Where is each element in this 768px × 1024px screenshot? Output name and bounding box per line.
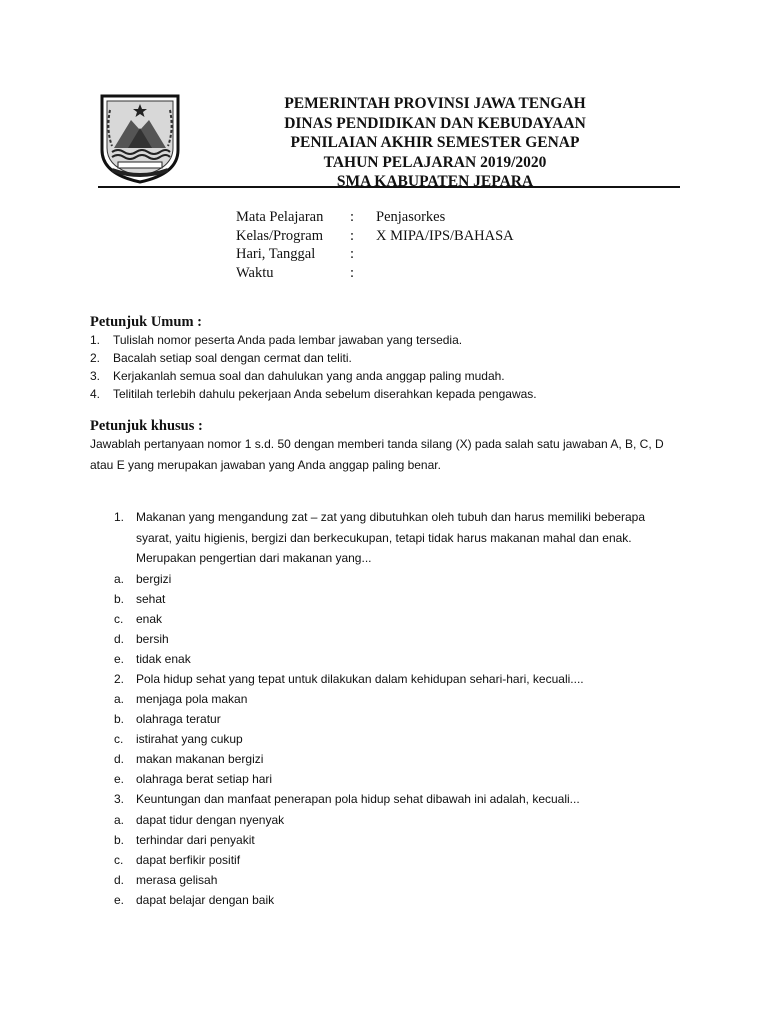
meta-colon: :	[350, 227, 355, 244]
question-number: 2.	[114, 671, 125, 686]
answer-option	[114, 629, 694, 649]
header-line-government: PEMERINTAH PROVINSI JAWA TENGAH	[284, 95, 586, 112]
province-emblem-logo	[98, 90, 182, 186]
general-instructions-list	[90, 331, 537, 403]
option-text: olahraga berat setiap hari	[136, 772, 273, 786]
option-text: enak	[136, 611, 163, 626]
header-line-school: SMA KABUPATEN JEPARA	[336, 173, 534, 190]
meta-row-class	[236, 227, 514, 246]
answer-option	[114, 569, 694, 589]
document-header	[200, 94, 670, 192]
item-text: Kerjakanlah semua soal dan dahulukan yang anda anggap paling mudah.	[113, 369, 505, 383]
item-number: 4.	[90, 387, 101, 401]
meta-colon: :	[350, 209, 355, 225]
answer-option	[114, 890, 694, 910]
question-number: 1.	[114, 510, 125, 524]
list-item	[90, 385, 537, 403]
header-divider	[98, 186, 680, 188]
answer-option	[114, 729, 694, 749]
option-text: dapat tidur dengan nyenyak	[136, 812, 285, 827]
question-3	[114, 789, 694, 910]
option-text: dapat belajar dengan baik	[136, 892, 275, 907]
option-letter: e.	[114, 651, 125, 666]
option-letter: b.	[114, 591, 125, 606]
question-text: Keuntungan dan manfaat penerapan pola hidup sehat dibawah ini adalah, kecuali...	[136, 792, 580, 806]
option-text: dapat berfikir positif	[136, 852, 241, 867]
answer-option	[114, 649, 694, 669]
option-letter: a.	[114, 692, 125, 706]
option-letter: b.	[114, 832, 125, 847]
question-number: 3.	[114, 792, 125, 806]
answer-option	[114, 830, 694, 850]
option-text: merasa gelisah	[136, 872, 218, 887]
item-text: Bacalah setiap soal dengan cermat dan teliti.	[113, 351, 352, 365]
option-letter: e.	[114, 892, 125, 907]
meta-colon: :	[350, 246, 355, 262]
answer-option	[114, 749, 694, 769]
answer-option	[114, 589, 694, 609]
answer-option	[114, 870, 694, 890]
option-letter: b.	[114, 712, 125, 726]
meta-label: Mata Pelajaran	[236, 209, 324, 225]
answer-option	[114, 689, 694, 709]
header-line-exam: PENILAIAN AKHIR SEMESTER GENAP	[290, 134, 580, 151]
answer-option	[114, 850, 694, 870]
header-line-year: TAHUN PELAJARAN 2019/2020	[323, 153, 547, 171]
option-text: makan makanan bergizi	[136, 752, 264, 766]
general-instructions-title: Petunjuk Umum :	[90, 314, 202, 330]
answer-option	[114, 769, 694, 789]
meta-row-date	[236, 245, 514, 264]
option-letter: c.	[114, 732, 124, 746]
meta-row-subject	[236, 208, 514, 227]
special-instructions-title: Petunjuk khusus :	[90, 418, 203, 434]
option-text: bergizi	[136, 571, 172, 586]
meta-value: X MIPA/IPS/BAHASA	[376, 227, 514, 244]
question-text: Makanan yang mengandung zat – zat yang dibutuhkan oleh tubuh dan harus memiliki beberapa syarat, yaitu higienis, bergizi dan berkecukupan, tetapi tidak harus makanan mahal dan enak. Merupakan pengertian dari makanan yang...	[136, 510, 646, 565]
list-item	[90, 331, 537, 349]
item-number: 2.	[90, 351, 101, 365]
option-letter: c.	[114, 611, 124, 626]
option-letter: a.	[114, 571, 125, 586]
list-item	[90, 349, 537, 367]
answer-options	[114, 569, 694, 669]
option-letter: e.	[114, 772, 125, 786]
question-list	[114, 507, 694, 910]
question-1	[114, 507, 694, 669]
special-instructions-text: Jawablah pertanyaan nomor 1 s.d. 50 dengan memberi tanda silang (X) pada salah satu jawaban A, B, C, D atau E yang merupakan jawaban yang Anda anggap paling benar.	[90, 437, 664, 472]
option-letter: a.	[114, 812, 125, 827]
question-text: Pola hidup sehat yang tepat untuk dilakukan dalam kehidupan sehari-hari, kecuali....	[136, 671, 584, 686]
option-letter: d.	[114, 872, 125, 887]
item-text: Tulislah nomor peserta Anda pada lembar jawaban yang tersedia.	[113, 333, 463, 347]
question-2	[114, 669, 694, 790]
option-text: bersih	[136, 631, 169, 646]
answer-option	[114, 810, 694, 830]
exam-info-table	[236, 208, 514, 282]
answer-options	[114, 689, 694, 789]
answer-option	[114, 609, 694, 629]
option-text: sehat	[136, 591, 166, 606]
meta-label: Hari, Tanggal	[236, 246, 316, 262]
meta-label: Waktu	[236, 264, 274, 281]
item-number: 1.	[90, 333, 101, 347]
answer-option	[114, 709, 694, 729]
option-text: olahraga teratur	[136, 712, 221, 726]
option-letter: c.	[114, 852, 124, 867]
option-text: menjaga pola makan	[136, 692, 248, 706]
option-letter: d.	[114, 752, 125, 766]
answer-options	[114, 810, 694, 910]
list-item	[90, 367, 537, 385]
option-text: tidak enak	[136, 651, 191, 666]
meta-value: Penjasorkes	[376, 209, 446, 225]
item-number: 3.	[90, 369, 101, 383]
header-line-department: DINAS PENDIDIKAN DAN KEBUDAYAAN	[284, 114, 586, 132]
meta-colon: :	[350, 264, 355, 281]
option-letter: d.	[114, 631, 125, 646]
option-text: terhindar dari penyakit	[136, 832, 255, 847]
option-text: istirahat yang cukup	[136, 732, 243, 746]
meta-row-time	[236, 264, 514, 283]
item-text: Telitilah terlebih dahulu pekerjaan Anda sebelum diserahkan kepada pengawas.	[113, 387, 537, 401]
meta-label: Kelas/Program	[236, 227, 323, 244]
